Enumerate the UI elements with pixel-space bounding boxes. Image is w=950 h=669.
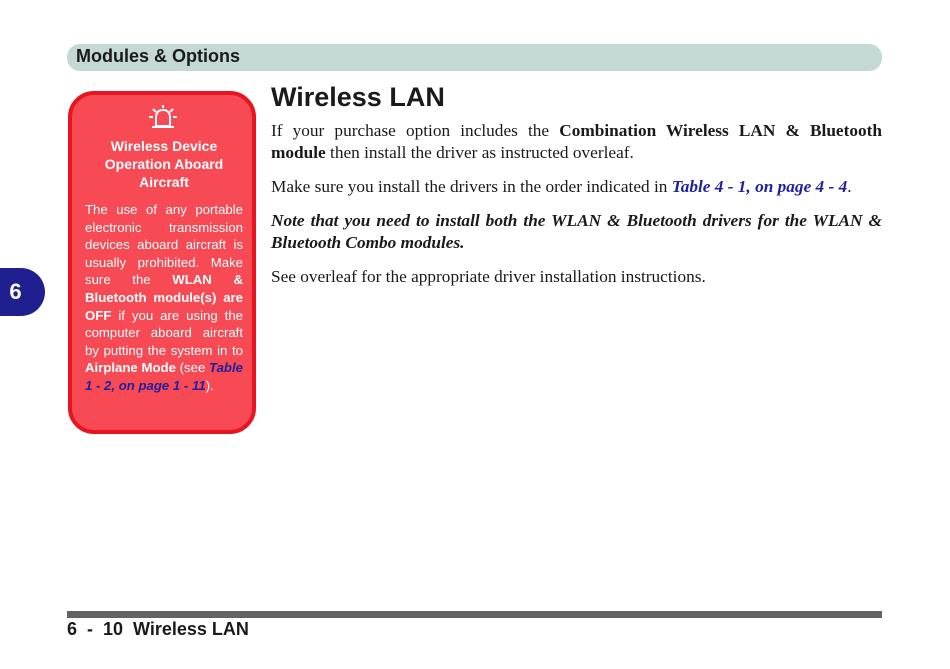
warning-text-3: (see — [175, 360, 210, 376]
chapter-tab[interactable] — [0, 268, 45, 316]
warning-text-1: The use of any portable electronic transmission devices aboard aircraft is usually prohibited. Make sure the — [85, 202, 243, 288]
p1-text-1: If your purchase option includes the — [271, 121, 560, 140]
header-bar — [67, 44, 882, 71]
main-content — [271, 120, 882, 300]
warning-text-2: if you are using the computer aboard aircraft by putting the system in to — [85, 307, 243, 358]
header-title: Modules & Options — [76, 46, 240, 66]
p2-text-1: Make sure you install the drivers in the order indicated in — [271, 177, 672, 196]
p2-text-2: . — [847, 177, 852, 196]
table-4-1-link[interactable]: Table 4 - 1, on page 4 - 4 — [671, 177, 848, 196]
paragraph-driver-order — [271, 176, 882, 198]
footer-page-label: 6 - 10 Wireless LAN — [67, 619, 249, 639]
p1-bold: Combination Wireless LAN & Bluetooth module — [271, 121, 883, 162]
aircraft-warning-box — [68, 91, 256, 434]
page-title: Wireless LAN — [271, 82, 445, 112]
paragraph-combination — [271, 120, 882, 164]
warning-table-link[interactable]: Table 1 - 2, on page 1 - 11 — [85, 360, 243, 393]
p1-text-2: then install the driver as instructed overleaf. — [325, 143, 634, 162]
footer-rule — [67, 611, 882, 618]
warning-text-4: ). — [205, 377, 214, 393]
warning-bold-2: Airplane Mode — [85, 360, 176, 376]
warning-title: Wireless Device Operation Aboard Aircraft — [104, 138, 224, 190]
combo-note-text: Note that you need to install both the WLAN & Bluetooth drivers for the WLAN & Bluetooth Combo modules. — [271, 211, 882, 252]
warning-body — [85, 201, 243, 395]
alarm-bell-icon — [148, 105, 178, 131]
chapter-number: 6 — [9, 279, 22, 304]
paragraph-overleaf — [271, 266, 882, 288]
paragraph-combo-note — [271, 210, 882, 254]
p4-text: See overleaf for the appropriate driver installation instructions. — [271, 267, 706, 286]
warning-bold-1: WLAN & Bluetooth module(s) are OFF — [85, 272, 243, 323]
